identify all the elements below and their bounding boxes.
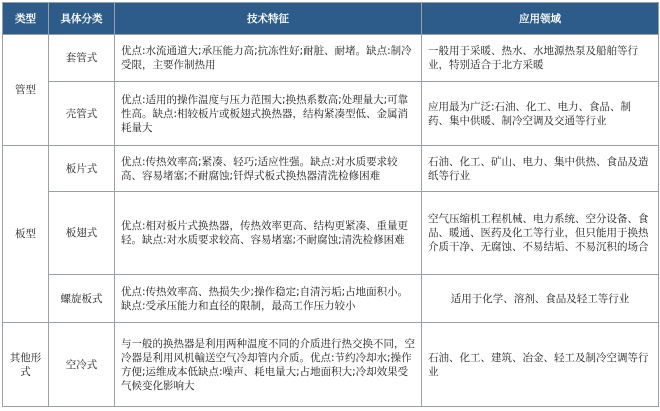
table-row — [3, 275, 659, 323]
applications-cell: 一般用于采暖、热水、水地源热泵及船舶等行业，特别适合于北方采暖 — [422, 35, 659, 82]
applications-cell: 空气压缩机工程机械、电力系统、空分设备、食品、暖通、医药及化工等行业，但只能用于换热介质干净、无腐蚀、不易结垢、不易沉积的场合 — [422, 192, 659, 275]
table-row — [3, 323, 659, 407]
features-cell: 优点:水流通道大;承压能力高;抗冻性好;耐脏、耐堵。缺点:制冷受限，主要作制热用 — [115, 35, 422, 82]
subtype-cell: 套管式 — [49, 35, 115, 82]
applications-cell: 石油、化工、矿山、电力、集中供热、食品及造纸等行业 — [422, 146, 659, 192]
header-features: 技术特征 — [115, 3, 422, 35]
header-subtype: 具体分类 — [49, 3, 115, 35]
table-row — [3, 35, 659, 82]
table-row — [3, 192, 659, 275]
subtype-cell: 板翅式 — [49, 192, 115, 275]
features-cell: 与一般的换热器是利用两种温度不同的介质进行热交换不同，空冷器是利用风机輸送空气冷却管内介质。优点:节约冷却水;操作方便;运维成本低缺点:噪声、耗电量大;占地面积大;冷却效果受气候变化影响大 — [115, 323, 422, 407]
category-cell: 板型 — [3, 146, 49, 323]
applications-cell: 适用于化学、溶剂、食品及轻工等行业 — [422, 275, 659, 323]
subtype-cell: 空冷式 — [49, 323, 115, 407]
features-cell: 优点:适用的操作温度与压力范围大;换热系数高;处理量大;可靠性高。缺点:相较板片或板翅式换热器，结构紧凑型低、金属消耗量大 — [115, 82, 422, 146]
table-row — [3, 146, 659, 192]
header-row — [3, 3, 659, 35]
features-cell: 优点:传热效率高;紧凑、轻巧;适应性强。缺点:对水质要求较高、容易堵塞;不耐腐蚀;钎焊式板式换热器清洗检修困难 — [115, 146, 422, 192]
subtype-cell: 壳管式 — [49, 82, 115, 146]
subtype-cell: 螺旋板式 — [49, 275, 115, 323]
category-cell: 其他形式 — [3, 323, 49, 407]
header-type: 类型 — [3, 3, 49, 35]
heat-exchanger-table — [2, 2, 659, 407]
features-cell: 优点:传热效率高、热损失少;操作稳定;自清污垢;占地面积小。缺点:受承压能力和直径的限制，最高工作压力较小 — [115, 275, 422, 323]
subtype-cell: 板片式 — [49, 146, 115, 192]
applications-cell: 应用最为广泛:石油、化工、电力、食品、制药、集中供暖、制冷空调及交通等行业 — [422, 82, 659, 146]
table-row — [3, 82, 659, 146]
category-cell: 管型 — [3, 35, 49, 146]
applications-cell: 石油、化工、建筑、冶金、轻工及制冷空调等行业 — [422, 323, 659, 407]
header-applications: 应用领域 — [422, 3, 659, 35]
features-cell: 优点:相对板片式换热器，传热效率更高、结构更紧凑、重量更轻。缺点:对水质要求较高、容易堵塞;不耐腐蚀;清洗检修困难 — [115, 192, 422, 275]
